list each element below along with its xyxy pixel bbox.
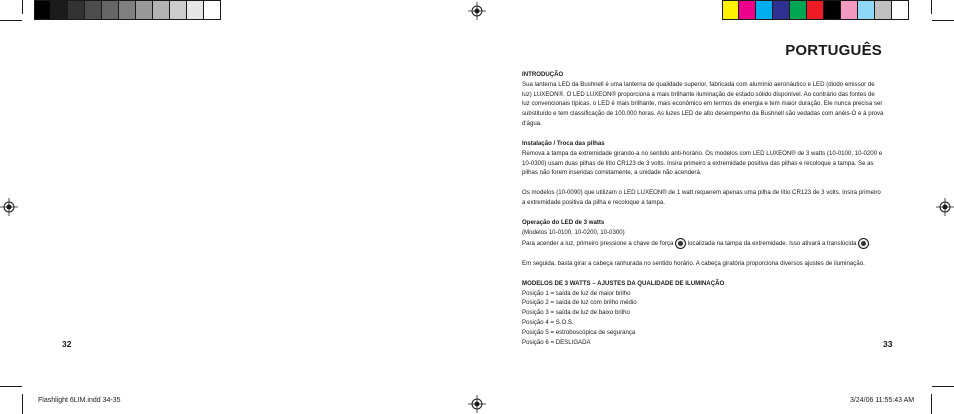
page-number-right: 33 [883,339,893,349]
color-swatch [756,0,773,20]
translucent-switch-icon [858,238,869,249]
crop-mark [22,394,23,414]
color-swatch [170,0,187,20]
text-line: Posição 5 = estroboscópica de segurança [522,328,636,336]
color-swatch [51,0,68,20]
text-line: Posição 3 = saída de luz de baixo brilho [522,309,630,317]
text-line: luz convencionais típicas, o LED é mais brilhante, mais econômico em termos de energia e tem maior duração. Ele nunca precisa ser [522,100,883,108]
section-heading: MODELOS DE 3 WATTS – AJUSTES DA QUALIDADE DE ILUMINAÇÃO [522,279,725,287]
text-line: pilhas não forem inseridas corretamente, a unidade não acenderá. [522,169,702,177]
process-color-bar [722,0,909,20]
color-swatch [892,0,909,20]
text-line: Os modelos (10-0090) que utilizam o LED LUXEON® de 1 watt requerem apenas uma pilha de lítio CR123 de 3 volts. Insira primeiro [522,189,881,197]
color-swatch [790,0,807,20]
paragraph-gap [522,208,886,218]
text-fragment: . [869,239,871,247]
registration-mark-icon [0,198,18,216]
color-swatch [187,0,204,20]
color-swatch [204,0,221,20]
crop-mark [932,20,954,21]
color-swatch [875,0,892,20]
crop-mark [932,386,954,387]
text-line: Remova a tampa da extremidade girando-a no sentido anti-horário. Os modelos com LED LUXEON® de 3 watts (10-0100, 10-0200 e [522,149,883,157]
color-swatch [858,0,875,20]
paragraph-gap [522,178,886,188]
color-swatch [85,0,102,20]
color-swatch [102,0,119,20]
color-swatch [773,0,790,20]
power-switch-icon [675,238,686,249]
paragraph-gap [522,269,886,279]
text-line: luz) LUXEON®. O LED LUXEON® proporciona a mais brilhante iluminação de estado sólido disponível. Ao contrário das fontes de [522,90,875,98]
page-title: PORTUGUÊS [785,42,882,59]
text-line-with-icons [522,238,886,249]
crop-mark [931,394,932,414]
color-swatch [136,0,153,20]
registration-mark-icon [468,2,486,20]
page-number-left: 32 [62,339,72,349]
paragraph-gap [522,129,886,139]
color-swatch [722,0,739,20]
text-line: Posição 4 = S.O.S. [522,319,574,327]
section-heading: INTRODUÇÃO [522,71,564,78]
section-heading: Instalação / Troca das pilhas [522,139,605,147]
manual-body-text [522,70,886,347]
text-fragment: Para acender a luz, primeiro pressione a chave de força [522,239,676,247]
text-line: substituído e tem classificação de 100.000 horas. As luzes LED de alto desempenho da Bushnell são vedadas com anéis-O e à prova [522,110,884,118]
color-swatch [153,0,170,20]
color-swatch [119,0,136,20]
text-line: (Modelos 10-0100, 10-0200, 10-0300) [522,228,625,236]
color-swatch [807,0,824,20]
color-swatch [34,0,51,20]
grayscale-color-bar [34,0,221,20]
color-swatch [841,0,858,20]
section-heading: Operação do LED de 3 watts [522,219,605,227]
text-line: Posição 6 = DESLIGADA [522,338,591,346]
text-fragment: localizada na tampa da extremidade. Isso ativará a translúcida [686,239,859,247]
text-line: 10-0300) usam duas pilhas de lítio CR123 de 3 volts. Insira primeiro a extremidade positiva das pilhas e recoloque a tampa. Se as [522,159,874,167]
crop-mark [0,20,22,21]
crop-mark [0,386,22,387]
paragraph-gap [522,249,886,259]
text-line: a extremidade positiva da pilha e recoloque a tampa. [522,199,665,207]
print-timestamp: 3/24/06 11:55:43 AM [850,397,915,404]
crop-mark [931,0,932,14]
color-swatch [739,0,756,20]
text-line: d'água. [522,119,542,127]
file-slug: Flashlight 6LIM.indd 34-35 [38,397,121,404]
color-swatch [68,0,85,20]
text-line: Posição 2 = saída de luz com brilho médio [522,299,637,307]
registration-mark-icon [936,198,954,216]
text-line: Posição 1 = saída de luz de maior brilho [522,289,631,297]
text-line: Sua lanterna LED da Bushnell é uma lanterna de qualidade superior, fabricada com alumínio aeronáutico e LED (diodo emissor de [522,80,875,88]
crop-mark [22,0,23,14]
registration-mark-icon [468,395,486,413]
text-line: Em seguida, basta girar a cabeça ranhurada no sentido horário. A cabeça giratória proporciona diversos ajustes de iluminação. [522,259,865,267]
color-swatch [824,0,841,20]
